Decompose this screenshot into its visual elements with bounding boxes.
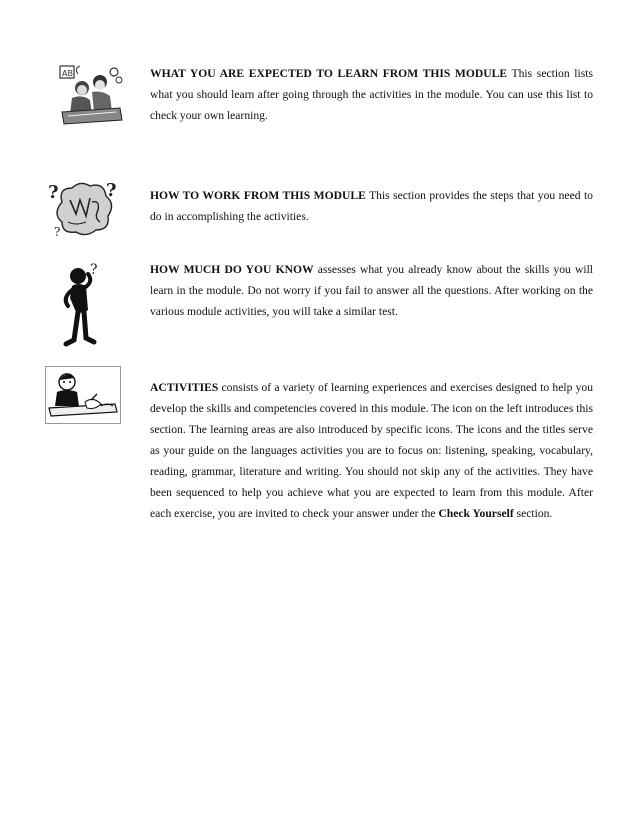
section-heading: ACTIVITIES — [150, 381, 219, 394]
confused-thinking-icon — [46, 178, 122, 240]
svg-text:?: ? — [106, 180, 117, 201]
section-heading: HOW TO WORK FROM THIS MODULE — [150, 189, 366, 202]
svg-text:?: ? — [90, 262, 98, 278]
students-studying-icon — [58, 64, 126, 126]
section-body: This section provides the steps that you need to do in accomplishing the activities. — [150, 189, 593, 223]
section-text — [150, 63, 593, 126]
svg-text:?: ? — [48, 182, 59, 203]
section-body: consists of a variety of learning experiences and exercises designed to help you develop the skills and competencies covered in this module. The icon on the left introduces this section. The learning areas are also introduced by specific icons. The icons and the titles serve as your guide on the languages activities you are to focus on: listening, speaking, vocabulary, reading, grammar, literature and writing. You should not skip any of the activities. They have been sequenced to help you achieve what you are expected to learn from this module. After each exercise, you are invited to check your answer under the — [150, 381, 593, 520]
svg-text:AB: AB — [62, 69, 73, 78]
section-text — [150, 185, 593, 227]
section-text — [150, 377, 593, 524]
section-heading: WHAT YOU ARE EXPECTED TO LEARN FROM THIS MODULE — [150, 67, 508, 80]
section-body: This section lists what you should learn after going through the activities in the module. You can use this list to check your own learning. — [150, 67, 593, 122]
questioning-person-icon — [54, 258, 108, 348]
check-yourself-emphasis: Check Yourself — [438, 507, 514, 520]
section-heading: HOW MUCH DO YOU KNOW — [150, 263, 314, 276]
student-writing-icon — [45, 366, 121, 424]
svg-text:?: ? — [54, 225, 61, 239]
section-text — [150, 259, 593, 322]
section-body: assesses what you already know about the skills you will learn in the module. Do not worry if you fail to answer all the questions. After working on the various module activities, you will take a similar test. — [150, 263, 594, 318]
section-tail: section. — [516, 507, 553, 520]
